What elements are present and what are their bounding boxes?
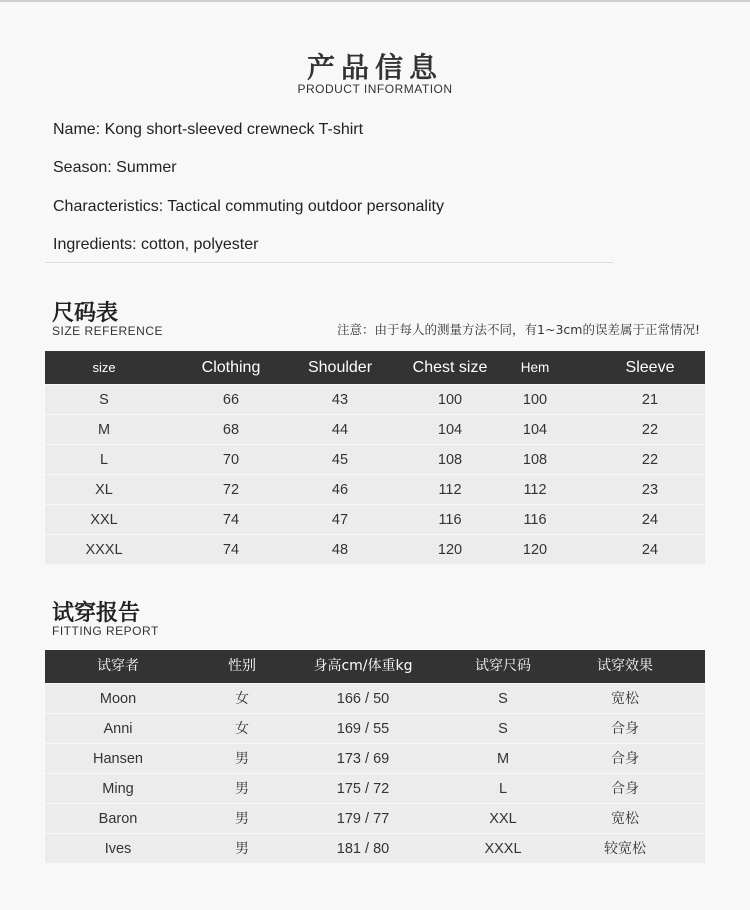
cell-height-weight: 175 / 72	[336, 781, 390, 797]
table-row	[45, 773, 705, 803]
table-row	[45, 444, 705, 474]
info-ingredients: Ingredients: cotton, polyester	[53, 236, 259, 253]
fitting-table-header	[45, 650, 705, 683]
cell-height-weight: 173 / 69	[336, 751, 390, 767]
cell-tester: Ives	[104, 841, 132, 857]
cell-fit-effect: 合身	[611, 781, 639, 797]
page-title: 产品信息	[306, 51, 443, 84]
cell-height-weight: 181 / 80	[336, 841, 390, 857]
cell-shoulder: 48	[331, 542, 349, 558]
cell-sleeve: 22	[641, 452, 659, 468]
info-characteristics: Characteristics: Tactical commuting outdoor personality	[53, 198, 444, 215]
cell-height-weight: 169 / 55	[336, 721, 390, 737]
cell-tester: Hansen	[93, 751, 143, 767]
cell-size: XXXL	[85, 542, 123, 558]
cell-chest: 108	[437, 452, 463, 468]
cell-size: S	[99, 392, 109, 408]
cell-tester: Anni	[103, 721, 133, 737]
header-clothing: Clothing	[201, 359, 261, 376]
header-gender: 性别	[228, 658, 256, 674]
cell-fit-effect: 合身	[611, 751, 639, 767]
cell-gender: 男	[235, 811, 249, 827]
cell-fit-effect: 宽松	[611, 691, 639, 707]
header-fit-effect: 试穿效果	[597, 658, 653, 674]
cell-shoulder: 45	[331, 452, 349, 468]
cell-shoulder: 47	[331, 512, 349, 528]
cell-tester: Moon	[99, 691, 137, 707]
table-row	[45, 803, 705, 833]
cell-hem: 112	[523, 482, 547, 498]
size-table	[45, 351, 705, 564]
header-shoulder: Shoulder	[307, 359, 373, 376]
table-row	[45, 534, 705, 564]
page-subtitle: PRODUCT INFORMATION	[297, 82, 453, 96]
cell-gender: 男	[235, 751, 249, 767]
info-divider	[45, 262, 613, 263]
table-row	[45, 713, 705, 743]
cell-size: M	[97, 422, 111, 438]
cell-size: XL	[95, 482, 113, 498]
cell-sleeve: 23	[641, 482, 659, 498]
cell-size: L	[99, 452, 109, 468]
fitting-section-title: 试穿报告	[52, 601, 141, 626]
header-tester: 试穿者	[97, 658, 139, 674]
cell-fit-effect: 较宽松	[604, 841, 646, 857]
cell-shoulder: 43	[331, 392, 349, 408]
header-height-weight: 身高cm/体重kg	[313, 658, 413, 674]
table-row	[45, 504, 705, 534]
info-name: Name: Kong short-sleeved crewneck T-shirt	[53, 121, 364, 138]
cell-clothing: 70	[222, 452, 240, 468]
cell-sleeve: 24	[641, 542, 659, 558]
cell-chest: 100	[437, 392, 463, 408]
cell-fit-size: L	[498, 781, 508, 797]
cell-tester: Ming	[102, 781, 134, 797]
cell-shoulder: 44	[331, 422, 349, 438]
cell-fit-size: XXL	[489, 811, 517, 827]
table-row	[45, 683, 705, 713]
cell-fit-effect: 宽松	[611, 811, 639, 827]
table-row	[45, 384, 705, 414]
size-section-title: 尺码表	[52, 301, 119, 326]
size-note: 注意：由于每人的测量方法不同，有1~3cm的误差属于正常情况!	[337, 322, 700, 337]
cell-fit-size: M	[496, 751, 510, 767]
cell-hem: 108	[522, 452, 548, 468]
header-hem: Hem	[520, 360, 550, 375]
cell-gender: 男	[235, 841, 249, 857]
cell-chest: 116	[438, 512, 462, 528]
size-table-header	[45, 351, 705, 384]
header-chest: Chest size	[412, 359, 488, 376]
header-sleeve: Sleeve	[625, 359, 675, 376]
cell-height-weight: 179 / 77	[336, 811, 390, 827]
cell-fit-size: XXXL	[484, 841, 522, 857]
cell-tester: Baron	[98, 811, 138, 827]
cell-clothing: 74	[222, 542, 240, 558]
cell-sleeve: 22	[641, 422, 659, 438]
cell-chest: 120	[437, 542, 463, 558]
cell-clothing: 68	[222, 422, 240, 438]
cell-gender: 女	[235, 721, 249, 737]
cell-hem: 104	[522, 422, 548, 438]
top-divider	[0, 0, 750, 2]
cell-fit-size: S	[498, 691, 508, 707]
header-size: size	[92, 360, 116, 375]
cell-clothing: 66	[222, 392, 240, 408]
cell-gender: 男	[235, 781, 249, 797]
cell-shoulder: 46	[331, 482, 349, 498]
cell-chest: 104	[437, 422, 463, 438]
cell-hem: 120	[522, 542, 548, 558]
fitting-section-subtitle: FITTING REPORT	[52, 624, 159, 638]
fitting-table	[45, 650, 705, 863]
table-row	[45, 414, 705, 444]
cell-size: XXL	[90, 512, 118, 528]
cell-clothing: 72	[222, 482, 240, 498]
size-section-subtitle: SIZE REFERENCE	[52, 324, 164, 338]
cell-chest: 112	[438, 482, 462, 498]
cell-hem: 116	[523, 512, 547, 528]
cell-gender: 女	[235, 691, 249, 707]
table-row	[45, 474, 705, 504]
header-fit-size: 试穿尺码	[475, 658, 531, 674]
cell-height-weight: 166 / 50	[336, 691, 390, 707]
table-row	[45, 833, 705, 863]
info-season: Season: Summer	[53, 159, 177, 176]
cell-sleeve: 21	[641, 392, 659, 408]
cell-fit-effect: 合身	[611, 721, 639, 737]
cell-hem: 100	[522, 392, 548, 408]
table-row	[45, 743, 705, 773]
cell-sleeve: 24	[641, 512, 659, 528]
cell-fit-size: S	[498, 721, 508, 737]
cell-clothing: 74	[222, 512, 240, 528]
